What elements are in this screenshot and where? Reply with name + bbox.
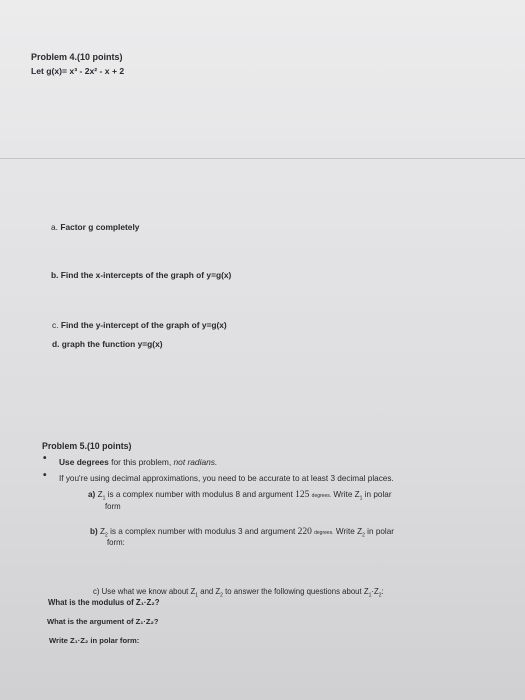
p5a-unit: degrees. xyxy=(311,493,332,499)
part-a-text: Factor g completely xyxy=(60,222,140,232)
part-a-letter: a. xyxy=(51,222,58,232)
part-c-text: Find the y-intercept of the graph of y=g(x) xyxy=(60,320,227,330)
p5b-unit: degrees. xyxy=(314,530,334,536)
p5b-label: b) xyxy=(90,527,98,536)
problem5-part-c-intro xyxy=(93,587,384,599)
bullet1-italic: not radians. xyxy=(173,457,218,467)
p5c-intro: c) Use what we know about Z xyxy=(93,587,196,596)
part-b-letter: b. xyxy=(51,270,59,280)
p5a-z-sub: 1 xyxy=(102,495,106,502)
p5b-z-sub: 2 xyxy=(105,532,108,539)
problem5-question-3: Write Z₁·Z₂ in polar form: xyxy=(49,636,140,645)
part-c-letter: c. xyxy=(52,320,59,330)
problem5-question-2: What is the argument of Z₁·Z₂? xyxy=(47,617,159,626)
p5b-num: 220 xyxy=(297,527,312,537)
p5c-end: : xyxy=(381,587,384,596)
problem5-part-b-line2: form: xyxy=(107,538,125,547)
problem5-heading xyxy=(42,441,131,451)
p5b-mid: is a complex number with modulus 3 and argument xyxy=(107,527,298,536)
p5a-post2: in polar xyxy=(362,490,392,499)
p5c-sub1: 1 xyxy=(195,592,199,599)
p5b-post1: Write Z xyxy=(333,527,363,536)
problem5-title: Problem 5. xyxy=(42,441,87,451)
bullet1-bold: Use degrees xyxy=(59,457,109,467)
problem4-part-c xyxy=(52,320,227,330)
bullet-dot-2: • xyxy=(43,470,47,481)
p5b-post-sub: 2 xyxy=(362,532,365,539)
problem5-question-1: What is the modulus of Z₁·Z₂? xyxy=(48,598,160,607)
p5c-sub3: 1 xyxy=(368,592,372,599)
p5a-post-sub: 1 xyxy=(359,495,363,502)
p5c-and: and Z xyxy=(198,587,221,596)
problem4-part-a xyxy=(51,222,139,232)
problem5-points: (10 points) xyxy=(86,441,132,451)
upper-sheet xyxy=(0,0,525,159)
p5a-mid: is a complex number with modulus 8 and argument xyxy=(105,490,296,499)
problem4-title: Problem 4. xyxy=(31,52,78,62)
problem5-part-b xyxy=(90,527,394,539)
part-b-text: Find the x-intercepts of the graph of y=g(x) xyxy=(60,270,232,280)
p5a-label: a) xyxy=(88,490,96,499)
problem4-points: (10 points) xyxy=(77,52,123,62)
bullet-dot-1: • xyxy=(43,453,47,464)
part-d-text: graph the function y=g(x) xyxy=(61,339,163,349)
problem4-function: Let g(x)= x³ - 2x² - x + 2 xyxy=(31,66,125,76)
p5c-rest: to answer the following questions about Z xyxy=(222,587,369,596)
problem5-bullet-1 xyxy=(59,457,217,467)
part-d-letter: d. xyxy=(52,339,60,349)
p5a-post1: Write Z xyxy=(331,490,360,499)
problem4-heading xyxy=(31,52,123,62)
p5c-sub2: 2 xyxy=(220,592,223,599)
p5b-z: Z xyxy=(100,527,106,536)
problem5-part-a-line2: form xyxy=(105,502,121,511)
problem5-bullet-2: If you're using decimal approximations, you need to be accurate to at least 3 decimal places. xyxy=(59,474,394,483)
p5a-num: 125 xyxy=(295,490,310,500)
bullet1-normal: for this problem, xyxy=(108,457,174,467)
problem4-part-b xyxy=(51,270,231,280)
p5b-post2: in polar xyxy=(364,527,395,536)
problem5-part-a xyxy=(88,490,392,502)
p5c-sub4: 2 xyxy=(378,592,382,599)
p5a-z: Z xyxy=(97,490,103,499)
p5c-dot: ·Z xyxy=(371,587,379,596)
problem4-part-d xyxy=(52,339,163,349)
